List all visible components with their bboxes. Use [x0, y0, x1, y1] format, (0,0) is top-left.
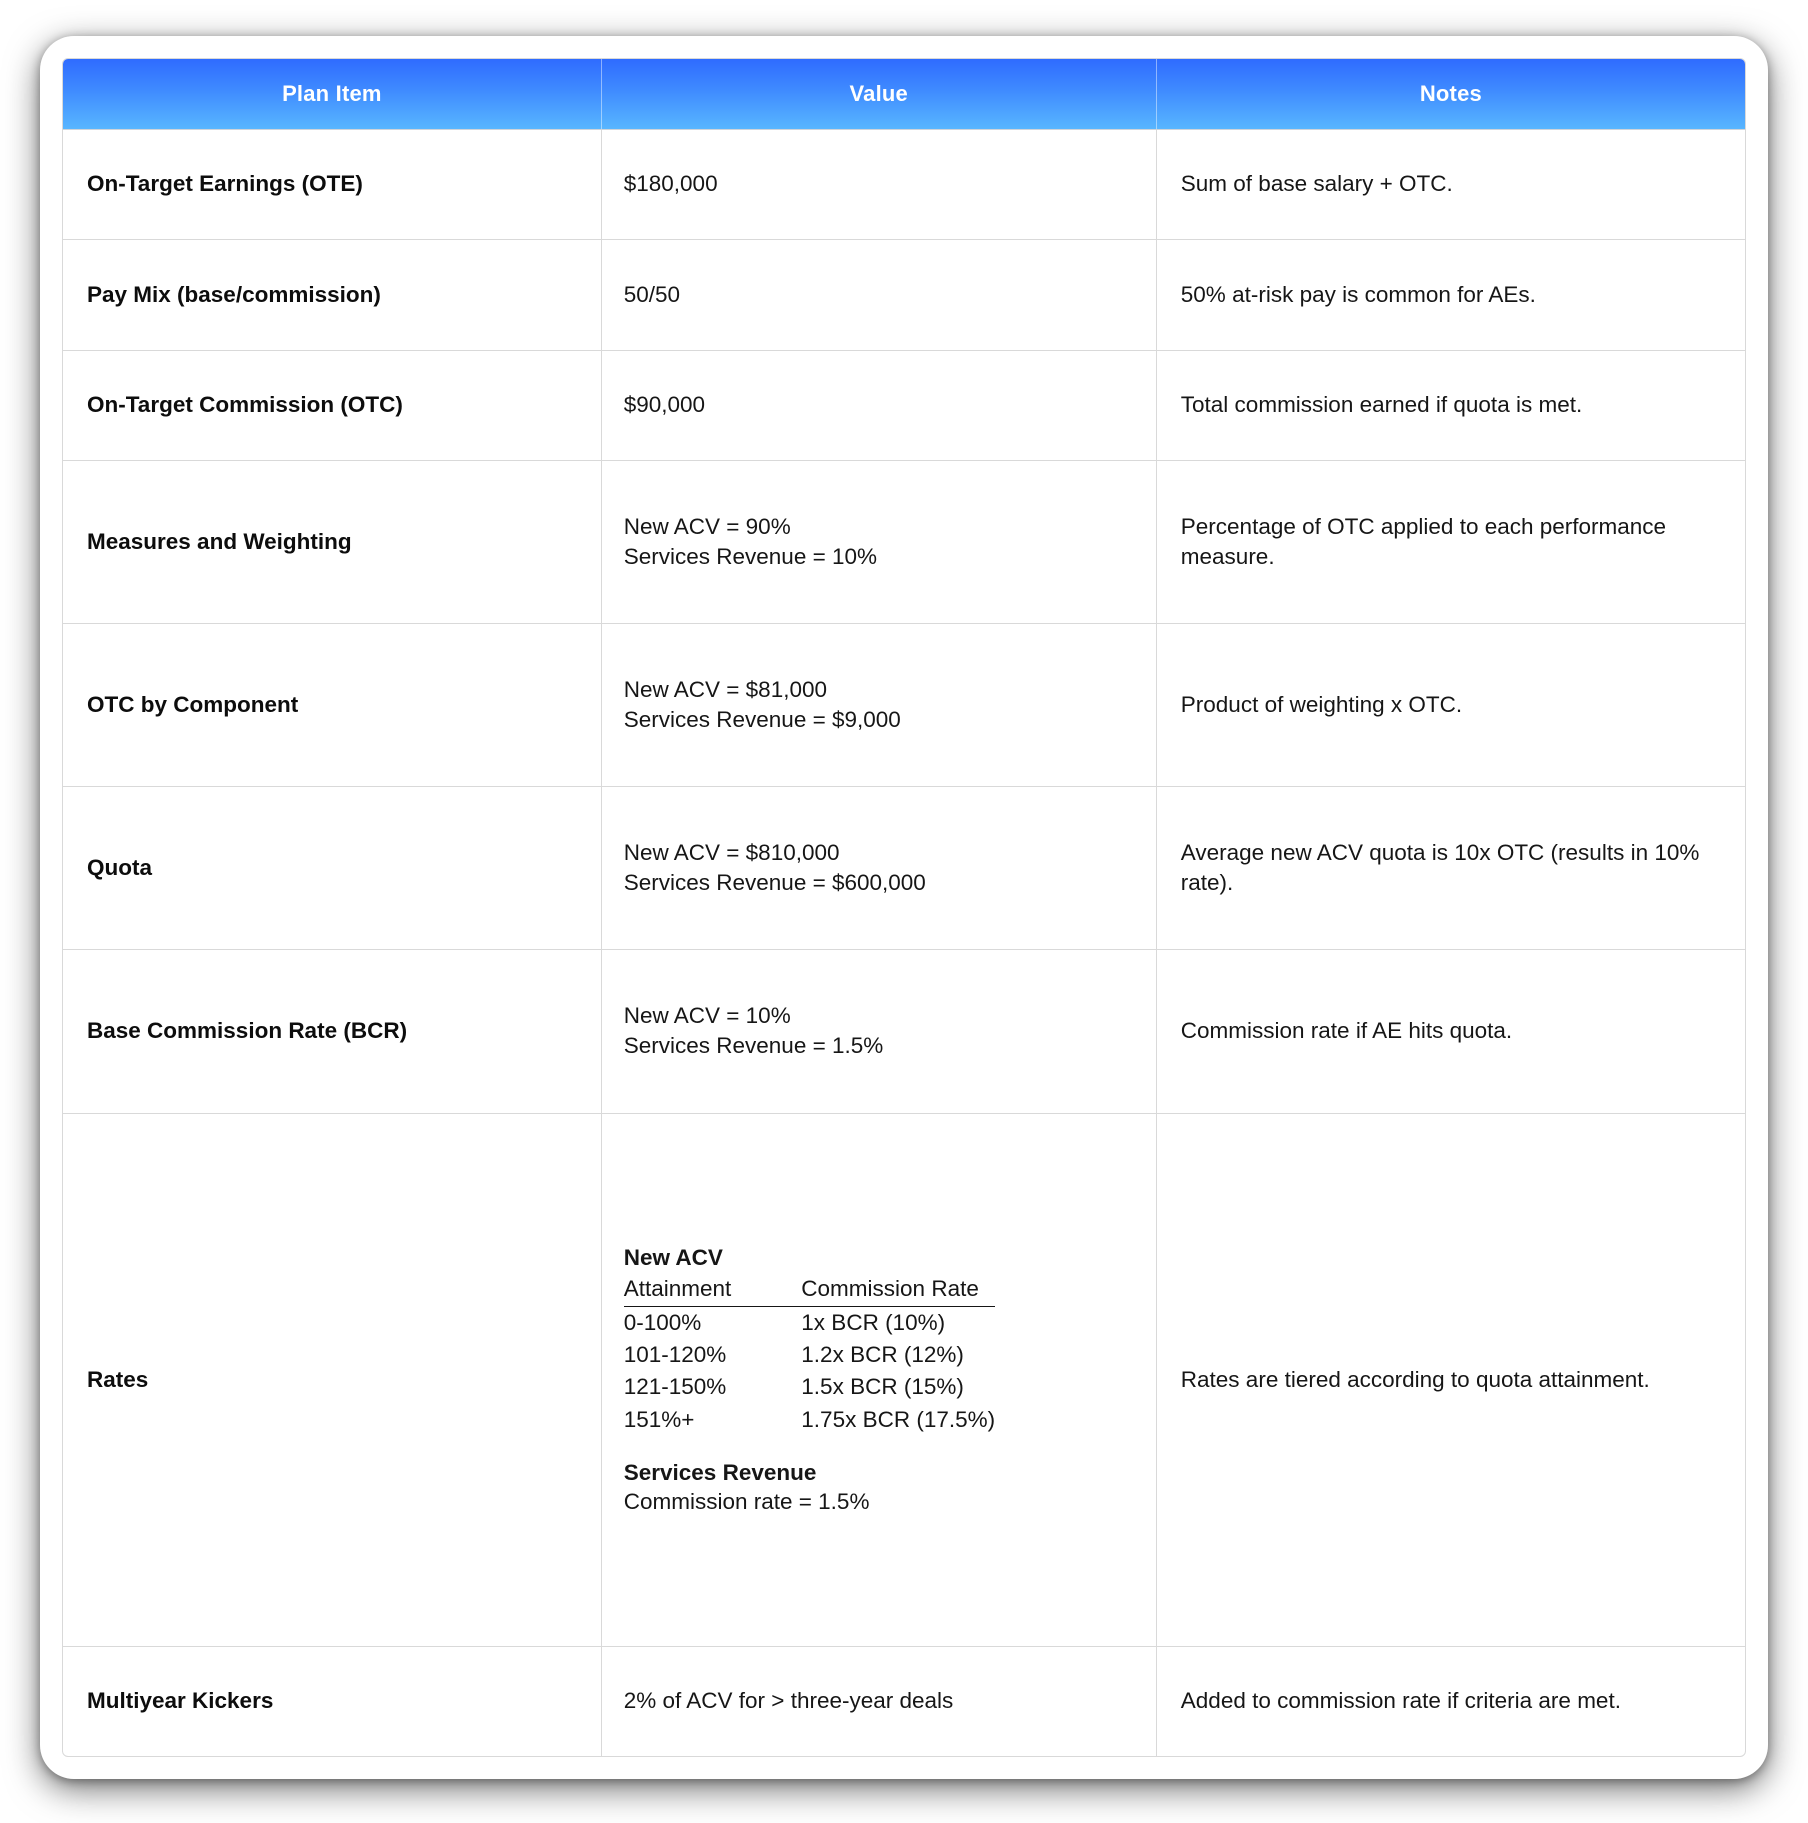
table-row [63, 460, 1745, 623]
value-cell-rates [601, 1113, 1156, 1646]
table-row [63, 787, 1745, 950]
value-line-1: New ACV = 90% [623, 513, 791, 539]
table-row [63, 624, 1745, 787]
rates-services-line: Commission rate = 1.5% [623, 1489, 870, 1515]
value-line-1: New ACV = $81,000 [623, 676, 827, 702]
tier-attainment: 151%+ [623, 1406, 695, 1432]
value-cell: 50/50 [601, 240, 1156, 350]
value-lines [624, 675, 1134, 736]
plan-item-cell: Measures and Weighting [63, 460, 601, 623]
tier-row [624, 1339, 995, 1371]
tier-header-attainment: Attainment [624, 1274, 732, 1306]
value-cell [601, 950, 1156, 1113]
tier-header-commission-rate: Commission Rate [731, 1274, 995, 1306]
table-header [63, 59, 1745, 130]
plan-item-cell: On-Target Earnings (OTE) [63, 130, 601, 240]
value-cell: $180,000 [601, 130, 1156, 240]
rates-services-heading: Services Revenue [623, 1460, 817, 1486]
rates-spacer [624, 1438, 1134, 1458]
table-row [63, 350, 1745, 460]
column-header-notes: Notes [1156, 59, 1745, 130]
tier-rate: 1.5x BCR (15%) [801, 1374, 964, 1400]
value-line-1: New ACV = 10% [623, 1003, 791, 1029]
rate-tier-table [624, 1274, 995, 1436]
value-line-2: Services Revenue = $600,000 [623, 870, 926, 896]
tier-attainment: 121-150% [623, 1374, 727, 1400]
value-cell: 2% of ACV for > three-year deals [601, 1647, 1156, 1756]
notes-cell: Product of weighting x OTC. [1156, 624, 1745, 787]
tier-rate: 1.75x BCR (17.5%) [801, 1406, 996, 1432]
plan-item-cell: OTC by Component [63, 624, 601, 787]
value-line-2: Services Revenue = 1.5% [623, 1033, 884, 1059]
tier-attainment: 0-100% [623, 1309, 702, 1335]
notes-cell: Commission rate if AE hits quota. [1156, 950, 1745, 1113]
table-row [63, 130, 1745, 240]
column-header-value: Value [601, 59, 1156, 130]
notes-cell: Sum of base salary + OTC. [1180, 171, 1453, 197]
value-cell [601, 624, 1156, 787]
value-lines [624, 1001, 1134, 1062]
value-lines [624, 838, 1134, 899]
table-row [63, 950, 1745, 1113]
table-row [63, 1113, 1745, 1646]
plan-item-cell: Quota [63, 787, 601, 950]
value-cell: $90,000 [601, 350, 1156, 460]
value-lines [624, 512, 1134, 573]
table-body [63, 130, 1745, 1757]
table-header-row [63, 59, 1745, 130]
plan-item-cell: Rates [63, 1113, 601, 1646]
table-card [40, 36, 1768, 1779]
notes-cell: Percentage of OTC applied to each performance measure. [1156, 460, 1745, 623]
plan-item-cell: Multiyear Kickers [63, 1647, 601, 1756]
plan-item-cell: Pay Mix (base/commission) [63, 240, 601, 350]
tier-row [624, 1404, 995, 1436]
notes-cell: 50% at-risk pay is common for AEs. [1156, 240, 1745, 350]
notes-cell: Total commission earned if quota is met. [1156, 350, 1745, 460]
notes-cell: Average new ACV quota is 10x OTC (results in 10% rate). [1156, 787, 1745, 950]
column-header-plan-item: Plan Item [63, 59, 601, 130]
value-line-2: Services Revenue = $9,000 [623, 707, 901, 733]
tier-header-row [624, 1274, 995, 1306]
notes-cell: Rates are tiered according to quota attainment. [1156, 1113, 1745, 1646]
compensation-plan-table [63, 59, 1745, 1756]
plan-item-cell: Base Commission Rate (BCR) [63, 950, 601, 1113]
rates-new-acv-heading: New ACV [623, 1245, 723, 1271]
tier-row [624, 1371, 995, 1403]
table-row [63, 1647, 1745, 1756]
rates-block [624, 1243, 1134, 1517]
tier-rate: 1.2x BCR (12%) [801, 1341, 964, 1367]
plan-item-cell: On-Target Commission (OTC) [63, 350, 601, 460]
value-cell [601, 787, 1156, 950]
tier-row [624, 1306, 995, 1339]
table-row [63, 240, 1745, 350]
value-cell [601, 460, 1156, 623]
tier-rate: 1x BCR (10%) [801, 1309, 946, 1335]
value-line-1: New ACV = $810,000 [623, 839, 840, 865]
notes-cell: Added to commission rate if criteria are met. [1156, 1647, 1745, 1756]
table-wrapper [62, 58, 1746, 1757]
tier-attainment: 101-120% [623, 1341, 727, 1367]
value-line-2: Services Revenue = 10% [623, 543, 878, 569]
